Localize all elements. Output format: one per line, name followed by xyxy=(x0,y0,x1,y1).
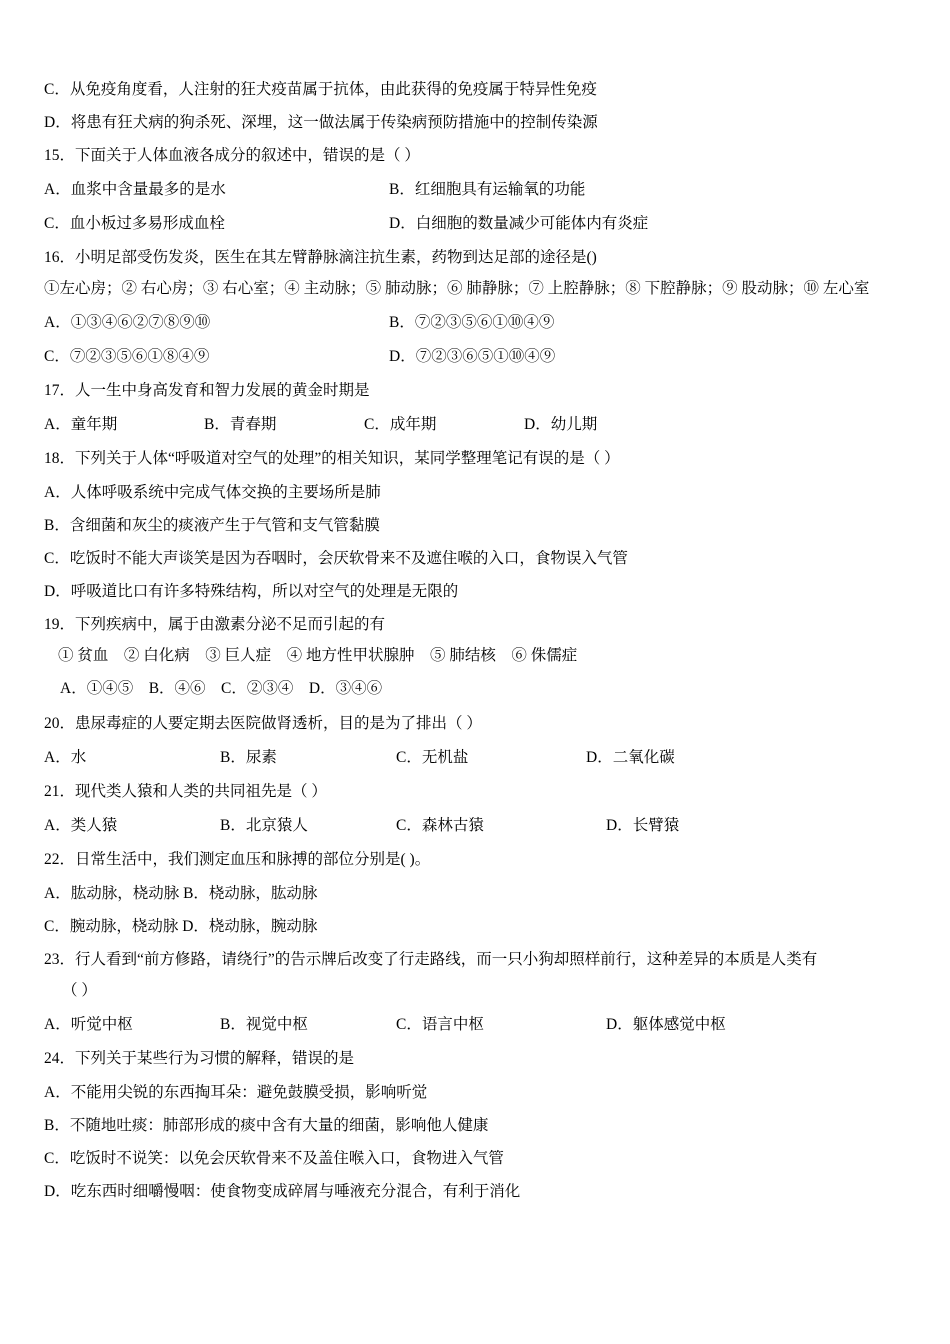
q21-option-c[interactable]: C．森林古猿 xyxy=(396,816,484,834)
q23-option-c[interactable]: C．语言中枢 xyxy=(396,1016,484,1033)
q15-option-b[interactable]: B．红细胞具有运输氧的功能 xyxy=(389,181,586,199)
q15-option-d[interactable]: D．白细胞的数量减少可能体内有炎症 xyxy=(389,215,649,233)
q20-options-row xyxy=(44,746,898,770)
q18-option-d[interactable]: D．呼吸道比口有许多特殊结构，所以对空气的处理是无限的 xyxy=(44,583,459,601)
q21-option-d[interactable]: D．长臂猿 xyxy=(606,816,680,834)
q15-options-row1 xyxy=(44,178,898,202)
q16-option-b[interactable]: B．⑦②③⑤⑥①⑩④⑨ xyxy=(389,314,555,332)
q24-option-d[interactable]: D．吃东西时细嚼慢咽：使食物变成碎屑与唾液充分混合，有利于消化 xyxy=(44,1183,521,1201)
q18-option-b[interactable]: B．含细菌和灰尘的痰液产生于气管和支气管黏膜 xyxy=(44,517,380,535)
q24-option-c[interactable]: C．吃饭时不说笑：以免会厌软骨来不及盖住喉入口，食物进入气管 xyxy=(44,1150,504,1168)
q20-option-b[interactable]: B．尿素 xyxy=(220,748,277,766)
q18-option-a[interactable]: A．人体呼吸系统中完成气体交换的主要场所是肺 xyxy=(44,484,381,502)
q23-option-a[interactable]: A．听觉中枢 xyxy=(44,1016,133,1033)
q22-option-cd[interactable]: C．腕动脉，桡动脉 D．桡动脉，腕动脉 xyxy=(44,917,318,935)
q22-stem: 22．日常生活中，我们测定血压和脉搏的部位分别是( )。 xyxy=(44,850,431,868)
q23-options-row xyxy=(44,1013,898,1037)
q19-items: ① 贫血 ② 白化病 ③ 巨人症 ④ 地方性甲状腺肿 ⑤ 肺结核 ⑥ 侏儒症 xyxy=(58,647,578,665)
q18-option-c[interactable]: C．吃饭时不能大声谈笑是因为吞咽时，会厌软骨来不及遮住喉的入口，食物误入气管 xyxy=(44,550,628,568)
q16-stem: 16．小明足部受伤发炎，医生在其左臂静脉滴注抗生素，药物到达足部的途径是() xyxy=(44,249,597,267)
q23-option-d[interactable]: D．躯体感觉中枢 xyxy=(606,1016,726,1033)
q23-stem: 23．行人看到“前方修路，请绕行”的告示牌后改变了行走路线，而一只小狗却照样前行，这种差异的本质是人类有 xyxy=(44,950,818,968)
q16-options-row1 xyxy=(44,311,898,335)
q16-note: ①左心房；② 右心房；③ 右心室；④ 主动脉；⑤ 肺动脉；⑥ 肺静脉；⑦ 上腔静脉；⑧ 下腔静脉；⑨ 股动脉；⑩ 左心室 xyxy=(44,280,870,298)
q21-option-b[interactable]: B．北京猿人 xyxy=(220,816,308,834)
q20-option-d[interactable]: D．二氧化碳 xyxy=(586,748,675,766)
q24-option-b[interactable]: B．不随地吐痰：肺部形成的痰中含有大量的细菌，影响他人健康 xyxy=(44,1117,489,1135)
q16-option-c[interactable]: C．⑦②③⑤⑥①⑧④⑨ xyxy=(44,348,210,366)
q14-option-d: D．将患有狂犬病的狗杀死、深埋，这一做法属于传染病预防措施中的控制传染源 xyxy=(44,114,598,132)
q24-stem: 24．下列关于某些行为习惯的解释，错误的是 xyxy=(44,1050,355,1068)
q17-option-c[interactable]: C．成年期 xyxy=(364,416,437,434)
q22-option-ab[interactable]: A．肱动脉，桡动脉 B．桡动脉，肱动脉 xyxy=(44,884,318,902)
q23-option-b[interactable]: B．视觉中枢 xyxy=(220,1016,308,1033)
q16-option-d[interactable]: D．⑦②③⑥⑤①⑩④⑨ xyxy=(389,348,556,366)
q17-options-row xyxy=(44,413,898,437)
q16-option-a[interactable]: A．①③④⑥②⑦⑧⑨⑩ xyxy=(44,314,211,332)
q20-option-a[interactable]: A．水 xyxy=(44,748,87,766)
q14-option-c: C．从免疫角度看，人注射的狂犬疫苗属于抗体，由此获得的免疫属于特异性免疫 xyxy=(44,81,597,98)
q15-options-row2 xyxy=(44,212,898,236)
q15-option-c[interactable]: C．血小板过多易形成血栓 xyxy=(44,215,225,233)
q21-stem: 21．现代类人猿和人类的共同祖先是（ ） xyxy=(44,782,327,800)
q20-stem: 20．患尿毒症的人要定期去医院做肾透析，目的是为了排出（ ） xyxy=(44,714,482,732)
q17-option-d[interactable]: D．幼儿期 xyxy=(524,416,598,434)
q19-options[interactable]: A．①④⑤ B．④⑥ C．②③④ D．③④⑥ xyxy=(60,680,383,698)
q18-stem: 18．下列关于人体“呼吸道对空气的处理”的相关知识，某同学整理笔记有误的是（ ） xyxy=(44,450,620,468)
q24-option-a[interactable]: A．不能用尖锐的东西掏耳朵：避免鼓膜受损，影响听觉 xyxy=(44,1084,428,1102)
q15-stem: 15．下面关于人体血液各成分的叙述中，错误的是（ ） xyxy=(44,147,420,165)
q17-option-a[interactable]: A．童年期 xyxy=(44,416,118,434)
q17-stem: 17．人一生中身高发育和智力发展的黄金时期是 xyxy=(44,382,370,400)
q16-options-row2 xyxy=(44,345,898,369)
q21-options-row xyxy=(44,814,898,838)
q23-stem-continued: （ ） xyxy=(62,981,97,999)
q17-option-b[interactable]: B．青春期 xyxy=(204,416,277,434)
q19-stem: 19．下列疾病中，属于由激素分泌不足而引起的有 xyxy=(44,616,386,634)
q21-option-a[interactable]: A．类人猿 xyxy=(44,816,118,834)
q20-option-c[interactable]: C．无机盐 xyxy=(396,748,469,766)
q15-option-a[interactable]: A．血浆中含量最多的是水 xyxy=(44,181,226,199)
